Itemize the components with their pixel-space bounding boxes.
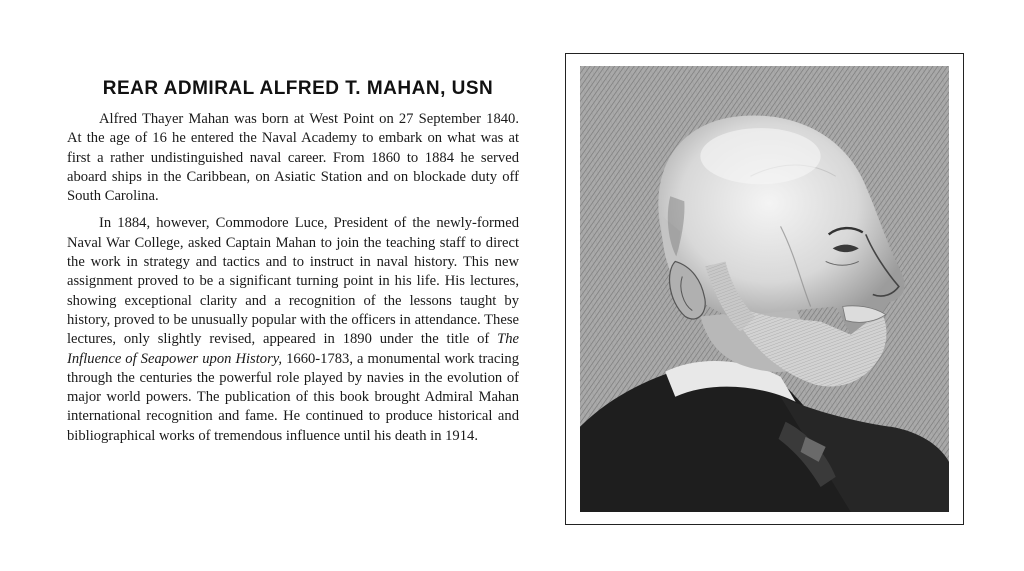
book-title: The Influence of Seapower upon History, xyxy=(67,331,519,367)
biography-text-column xyxy=(67,78,519,446)
biography-paragraph-1: Alfred Thayer Mahan was born at West Point on 27 September 1840. At the age of 16 he entered the Naval Academy to embark on what was at first a rather undistinguished naval career. From 1860 to 1884 he served aboard ships in the Caribbean, on Asiatic Station and on blockade duty off South Carolina. xyxy=(67,111,519,205)
portrait-frame xyxy=(565,53,964,525)
page-title: REAR ADMIRAL ALFRED T. MAHAN, USN xyxy=(102,78,494,99)
portrait-engraving xyxy=(580,66,949,512)
biography-paragraph-2 xyxy=(67,214,519,446)
paragraph-2-text-before: In 1884, however, Commodore Luce, President of the newly-formed Naval War College, asked Captain Mahan to join the teaching staff to direct the work in strategy and tactics and to instruct in naval history. This new assignment proved to be a significant turning point in his life. His lectures, showing exceptional clarity and a recognition of the lessons taught by history, proved to be unusually popular with the officers in attendance. These lectures, only slightly revised, appeared in 1890 under the title of xyxy=(67,215,519,348)
paragraph-2-text-after: 1660-1783, a monumental work tracing through the centuries the powerful role played by navies in the evolution of major world powers. The publication of this book brought Admiral Mahan international recognition and fame. He continued to produce historical and bibliographical works of tremendous influence until his death in 1914. xyxy=(67,350,519,444)
